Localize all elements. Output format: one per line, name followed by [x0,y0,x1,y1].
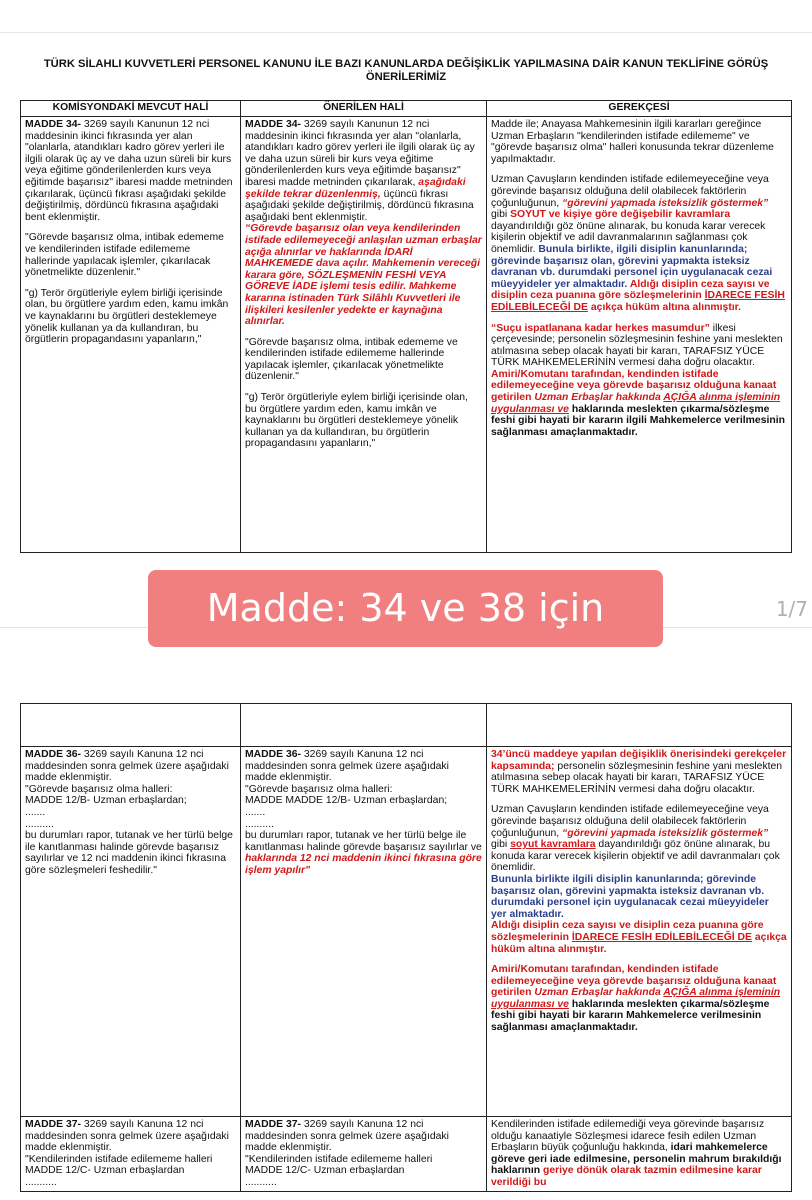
comparison-table-1 [20,100,792,553]
comparison-table-2 [20,703,792,1192]
ellipsis: ........... [25,1176,57,1188]
empty-cell [21,704,241,747]
text: 3269 sayılı Kanuna 12 nci maddesinden sonra gelmek üzere aşağıdaki madde eklenmiştir. [25,749,229,784]
cell-m37-reason [487,1117,792,1192]
paragraph [491,174,787,313]
highlight-text: açıkça hüküm altına alınmıştır. [491,931,787,955]
paragraph: Madde ile; Anayasa Mahkemesinin ilgili kararları gereğince Uzman Erbaşların "kendilerinden istifade edilememe" ve "görevde başarısız olma" halleri konusunda tekrar düzenleme yapılmaktadır. [491,119,774,165]
cell-m34-reason [487,117,792,553]
highlight-text: soyut kavramlara [510,839,596,851]
paragraph: "Görevde başarısız olma, intibak edememe ve kendilerinden istifade edilememe hallerinde yapılacak işlemler, çıkarılacak yönetmelikte düzenlenir." [25,232,224,279]
table-row-m36 [21,747,792,1117]
paragraph: bu durumları rapor, tutanak ve her türlü belge ile kanıtlanması halinde görevde başarısız sayılırlar ve 12 nci maddenin ikinci fıkrasına göre sözleşmeleri feshedilir." [25,830,233,876]
col-header-reason: GEREKÇESİ [487,101,792,117]
paragraph [25,1119,236,1154]
article-label: MADDE 36- [25,749,82,760]
paragraph: MADDE 12/C- Uzman erbaşlardan [25,1165,185,1177]
paragraph [491,920,787,955]
cell-m37-current [21,1117,241,1192]
highlight-text: aşağıdaki şekilde tekrar düzenlenmiş, [245,176,466,200]
col-header-current: KOMİSYONDAKİ MEVCUT HALİ [21,101,241,117]
highlight-text: İDARECE FESİH EDİLEBİLECEĞİ DE [571,931,752,943]
text: dayandırıldığı göz önüne alınarak, bu konuda karar verecek kişilerin objektif ve adil davranmaları çok önemlidir. [491,839,780,874]
highlight-text: Amiri/Komutanı tarafından, kendinden istifade edilemeyeceğine veya görevde başarısız olduğuna kanaat getirilen [491,368,777,404]
article-label: MADDE 34- [25,119,82,130]
proposed-clause: “Görevde başarısız olan veya kendilerinden istifade edilemeyeceği anlaşılan uzman erbaşlar açığa alınırlar ve haklarında İDARİ MAHKEMEDE dava açılır. Mahkemenin vereceği karara göre, SÖZLEŞMENİN FESHİ VEYA GÖREVE İADE işlemi tesis edilir. Mahkeme kararına istinaden Türk Silâhlı Kuvvetleri ile ilişkileri kesilenler yedekte er kaynağına alınırlar. [245,223,482,328]
paragraph [491,749,787,795]
col-header-proposed: ÖNERİLEN HALİ [241,101,487,117]
ellipsis: .......... [25,818,54,830]
top-divider [0,32,812,33]
ellipsis: ....... [245,806,266,818]
text: haklarında meslekten çıkarma/sözleşme feshi gibi hayati bir kararın ilgili Mahkemelerce verilmesinin sağlanması amaçlanmaktadır. [491,403,785,438]
text: 3269 sayılı Kanunun 12 nci maddesinin ikinci fıkrasında yer alan "olanlarla, atandıkları kadro görev yerleri ile ilgili olarak üç ay ve daha uzun süreli bir kurs veya eğitime gönderilenlerden kurs veya eğitimde başarısız" ibaresi madde metninden çıkarılarak, üçüncü fıkrası aşağıdaki şekilde değiştirilmiş, dördüncü fıkrasına aşağıdaki bent eklenmiştir. [25,119,233,223]
text: bu durumları rapor, tutanak ve her türlü belge ile kanıtlanması halinde görevde başarısız sayılırlar ve [245,830,482,853]
paragraph: "Görevde başarısız olma, intibak edememe ve kendilerinden istifade edilememe hallerinde yapılacak işlemler, çıkarılacak yönetmelikte düzenlenir." [245,336,458,383]
paragraph: "Kendilerinden istifade edilememe halleri [25,1153,213,1165]
paragraph: "g) Terör örgütleriyle eylem birliği içerisinde olan, bu örgütlere yardım eden, kamu imkân ve kaynaklarını bu örgütleri desteklemeye yönelik kullanan ya da kullandıran, bu örgütlerin propagandasını yapanların," [25,287,229,346]
highlight-text: “Suçu ispatlanana kadar herkes masumdur” [491,322,710,334]
cell-m36-reason [487,747,792,1117]
text: idari mahkemelerce göreve geri iade edilmesine, personelin mahrum bırakıldığı haklarının [491,1142,782,1177]
text: 3269 sayılı Kanunun 12 nci maddesinin ikinci fıkrasında yer alan "olanlarla, atandıkları kadro görev yerleri ile ilgili olarak üç ay ve daha uzun süreli bir kurs veya eğitime gönderilenlerden kurs veya eğitimde başarısız" ibaresi madde metninden çıkarılarak, [245,119,475,188]
paragraph: "Görevde başarısız olma halleri: [25,783,173,795]
cell-m37-proposed [241,1117,487,1192]
table-row-m34 [21,117,792,553]
paragraph: "Kendilerinden istifade edilememe halleri [245,1153,433,1165]
highlight-text: Bunula birlikte, ilgili disiplin kanunlarında; görevinde başarısız olan, görevini yapmakta isteksiz davranan vb. durumdaki personel için uygulanacak cezai müeyyideler yer almaktadır. [491,243,773,290]
paragraph: "g) Terör örgütleriyle eylem birliği içerisinde olan, bu örgütlere yardım eden, kamu imkân ve kaynaklarını bu örgütleri desteklemeye yönelik kullanan ya da kullandıran, bu örgütlerin propagandasını yapanların," [245,392,468,450]
text: gibi [491,209,511,221]
ellipsis: .......... [245,818,274,830]
highlight-text: “görevini yapmada isteksizlik göstermek” [562,197,769,209]
ellipsis: ....... [25,806,46,818]
highlight-text: Aldığı disiplin ceza sayısı ve disiplin ceza puanına göre sözleşmelerinin [491,920,764,943]
highlight-text: haklarında 12 nci maddenin ikinci fıkrasına göre işlem yapılır" [245,853,482,876]
highlight-text: Uzman Erbaşlar hakkında [534,987,664,999]
cell-m34-proposed [241,117,487,553]
empty-cell [487,704,792,747]
text: Uzman Çavuşların kendinden istifade edilemeyeceğine veya görevinde başarısız olduğuna delil olabilecek faktörlerin çoğunluğunun, [491,174,769,209]
paragraph: MADDE 12/B- Uzman erbaşlardan; [25,795,187,807]
paragraph [491,964,787,1034]
cell-m36-current [21,747,241,1117]
table-header-row-empty [21,704,792,747]
paragraph: "Görevde başarısız olma halleri: [245,783,393,795]
page-indicator: 1/7 [775,597,808,621]
highlight-text: 34’üncü maddeye yapılan değişiklik önerisindeki gerekçeler kapsamında; [491,749,787,772]
highlight-text: AÇIĞA alınma işleminin uygulanması ve [491,987,781,1010]
paragraph [245,830,482,876]
article-label: MADDE 34- [245,119,302,130]
article-label: MADDE 36- [245,749,302,760]
highlight-text: AÇIĞA alınma işleminin uygulanması ve [491,392,781,415]
cell-m36-proposed [241,747,487,1117]
highlight-text: Amiri/Komutanı tarafından, kendinden istifade edilemeyeceğine veya görevde başarısız olduğuna kanaat getirilen [491,964,777,999]
paragraph [245,749,482,784]
highlight-text: Uzman Erbaşlar hakkında [534,392,664,404]
paragraph [245,1119,482,1154]
paragraph: MADDE 12/C- Uzman erbaşlardan [245,1165,405,1177]
paragraph [491,1119,787,1189]
text: Uzman Çavuşların kendinden istifade edilemeyeceğine veya görevinde başarısız olduğuna delil olabilecek faktörlerin çoğunluğunun, [491,804,769,839]
paragraph: MADDE MADDE 12/B- Uzman erbaşlardan; [245,795,448,807]
highlight-text: geriye dönük olarak tazmin edilmesine karar verildiği bu [491,1165,762,1188]
text: ilkesi çerçevesinde; personelin sözleşmesinin feshine yani meslekten atılmasına sebep olacak hayati bir kararı, TARAFSIZ YÜCE TÜRK MAHKEMELERİNİN vermesi daha doğru olacaktır. [491,322,783,369]
text: 3269 sayılı Kanuna 12 nci maddesinden sonra gelmek üzere aşağıdaki madde eklenmiştir. [245,749,449,784]
paragraph [25,119,236,223]
ellipsis: ........... [245,1176,277,1188]
text: üçüncü fıkrası aşağıdaki şekilde değiştirilmiş, dördüncü fıkrasına aşağıdaki bent eklenmiştir. [245,188,474,223]
highlight-text: SOYUT ve kişiye göre değişebilir kavramlara [510,209,731,221]
highlight-text: “görevini yapmada isteksizlik göstermek” [562,827,769,839]
text: 3269 sayılı Kanuna 12 nci maddesinden sonra gelmek üzere aşağıdaki madde eklenmiştir. [245,1119,449,1154]
paragraph: Bununla birlikte ilgili disiplin kanunlarında; görevinde başarısız olan, görevini yapmakta isteksiz davranan vb. durumdaki personel için uygulanacak cezai müeyyideler yer almaktadır. [491,873,769,920]
article-label: MADDE 37- [25,1119,82,1130]
text: gibi [491,839,511,851]
text: Kendilerinden istifade edilemediği veya görevinde başarısız olduğu kanaatiyle Sözleşmesi idarece fesih edilen Uzman Erbaşların büyük çoğunluğu hakkında, [491,1119,765,1154]
article-label: MADDE 37- [245,1119,302,1130]
text: haklarında meslekten çıkarma/sözleşme feshi gibi hayati bir kararın Mahkemelerce verilmesinin sağlanması amaçlanmaktadır. [491,998,770,1034]
text: 3269 sayılı Kanuna 12 nci maddesinden sonra gelmek üzere aşağıdaki madde eklenmiştir. [25,1119,229,1154]
empty-cell [241,704,487,747]
banner-label: Madde: 34 ve 38 için [148,570,663,647]
paragraph [25,749,236,784]
document-title: TÜRK SİLAHLI KUVVETLERİ PERSONEL KANUNU İLE BAZI KANUNLARDA DEĞİŞİKLİK YAPILMASINA DAİR KANUN TEKLİFİNE GÖRÜŞ ÖNERİLERİMİZ [43,58,769,83]
table-header-row [21,101,792,117]
text: personelin sözleşmesinin feshine yani meslekten atılmasına sebep olacak hayati bir kararı, TARAFSIZ YÜCE TÜRK MAHKEMELERİNİN vermesi daha doğru olacaktır. [491,760,783,795]
table-row-m37 [21,1117,792,1192]
paragraph [245,119,482,223]
paragraph [491,804,787,874]
highlight-text: açıkça hüküm altına alınmıştır. [588,301,742,313]
highlight-text: İDARECE FESİH EDİLEBİLECEĞİ DE [491,290,785,313]
highlight-text: Aldığı disiplin ceza sayısı ve disiplin ceza puanına göre sözleşmelerinin [491,278,770,302]
cell-m34-current [21,117,241,553]
text: dayandırıldığı göz önüne alınarak, bu konuda karar verecek kişilerin objektif ve adil davranmalarının sağlanması çok önemlidir. [491,220,766,255]
paragraph [491,323,787,439]
